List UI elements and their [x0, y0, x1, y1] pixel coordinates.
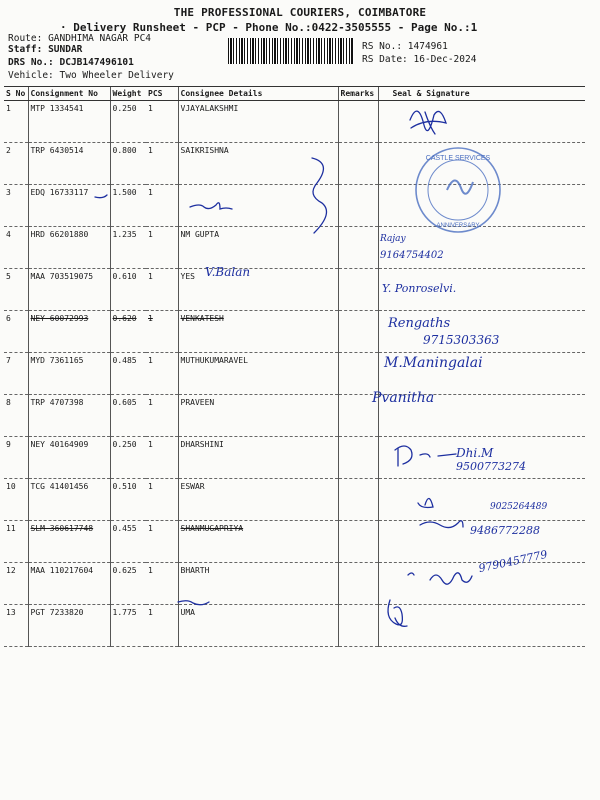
handwriting-row10-phone: 9500773274 — [456, 460, 526, 473]
cell-consignee: YES — [178, 269, 338, 311]
cell-weight: 0.455 — [110, 521, 146, 563]
cell-consignee: NM GUPTA — [178, 227, 338, 269]
cell-pcs: 1 — [146, 143, 178, 185]
runsheet-title-text: Delivery Runsheet - PCP - Phone No.:0422-3505555 - Page No.:1 — [73, 21, 478, 34]
handwriting-row5-name: Y. Ponroselvi. — [382, 282, 457, 295]
cell-consignment: MAA 110217604 — [28, 563, 110, 605]
signature-row1 — [410, 111, 446, 134]
cell-sno: 5 — [4, 269, 28, 311]
cell-consignee: UMA — [178, 605, 338, 647]
cell-sno: 12 — [4, 563, 28, 605]
cell-sno: 7 — [4, 353, 28, 395]
signature-row3-tick — [95, 195, 107, 198]
cell-weight: 0.250 — [110, 101, 146, 143]
cell-weight: 0.610 — [110, 269, 146, 311]
company-title: THE PROFESSIONAL COURIERS, COIMBATORE — [173, 6, 427, 19]
cell-consignee: SHANMUGAPRIYA — [178, 521, 338, 563]
cell-consignee: ESWAR — [178, 479, 338, 521]
handwriting-row7-name2: M.Maningalai — [384, 355, 483, 371]
cell-consignment: NEY 60072993 — [28, 311, 110, 353]
company-stamp — [416, 148, 500, 232]
cell-pcs: 1 — [146, 395, 178, 437]
cell-weight: 0.510 — [110, 479, 146, 521]
cell-pcs: 1 — [146, 479, 178, 521]
cell-consignment: PGT 7233820 — [28, 605, 110, 647]
cell-weight: 0.605 — [110, 395, 146, 437]
cell-pcs: 1 — [146, 563, 178, 605]
cell-pcs: 1 — [146, 605, 178, 647]
cell-pcs: 1 — [146, 521, 178, 563]
drs-value: DCJB147496101 — [59, 57, 134, 68]
cell-consignment: MAA 703519075 — [28, 269, 110, 311]
handwriting-row12-phone: 9790457779 — [477, 547, 549, 576]
cell-consignment: TRP 4707398 — [28, 395, 110, 437]
col-signature: Seal & Signature — [378, 87, 585, 101]
route-label: Route: — [8, 33, 43, 44]
col-weight: Weight — [110, 87, 146, 101]
cell-pcs: 1 — [146, 311, 178, 353]
cell-weight: 0.250 — [110, 437, 146, 479]
cell-weight: 1.775 — [110, 605, 146, 647]
signature-row12 — [408, 573, 472, 584]
cell-sno: 9 — [4, 437, 28, 479]
col-consignment: Consignment No — [28, 87, 110, 101]
cell-pcs: 1 — [146, 353, 178, 395]
cell-weight: 0.485 — [110, 353, 146, 395]
col-sno: S No — [4, 87, 28, 101]
col-consignee: Consignee Details — [178, 87, 338, 101]
cell-weight: 1.235 — [110, 227, 146, 269]
signature-row13-consignee — [178, 601, 209, 605]
cell-consignment: EDQ 16733117 — [28, 185, 110, 227]
cell-sno: 11 — [4, 521, 28, 563]
cell-consignment: MTP 1334541 — [28, 101, 110, 143]
cell-consignee: PRAVEEN — [178, 395, 338, 437]
runsheet-title: · Delivery Runsheet - PCP - Phone No.:0422-3505555 - Page No.:1 — [60, 21, 478, 34]
cell-pcs: 1 — [146, 269, 178, 311]
cell-sno: 3 — [4, 185, 28, 227]
rs-date-value: 16-Dec-2024 — [413, 54, 477, 65]
cell-consignment: TCG 41401456 — [28, 479, 110, 521]
cell-sno: 10 — [4, 479, 28, 521]
cell-pcs: 1 — [146, 185, 178, 227]
cell-sno: 8 — [4, 395, 28, 437]
col-pcs: PCS — [146, 87, 178, 101]
handwriting-row11-phone1: 9025264489 — [490, 502, 548, 512]
signature-row13 — [388, 600, 407, 626]
cell-weight: 0.625 — [110, 563, 146, 605]
cell-consignee: SAIKRISHNA — [178, 143, 338, 185]
cell-pcs: 1 — [146, 437, 178, 479]
signature-row11 — [418, 498, 463, 527]
cell-weight: 0.620 — [110, 311, 146, 353]
signature-row3-bracket — [312, 158, 327, 233]
rs-date-label: RS Date: — [362, 54, 408, 65]
cell-consignment: TRP 6430514 — [28, 143, 110, 185]
cell-sno: 13 — [4, 605, 28, 647]
drs-label: DRS No.: — [8, 57, 54, 68]
handwriting-row11-phone2: 9486772288 — [470, 524, 540, 537]
cell-sno: 4 — [4, 227, 28, 269]
cell-consignment: NEY 40164909 — [28, 437, 110, 479]
cell-consignee: MUTHUKUMARAVEL — [178, 353, 338, 395]
cell-consignee: BHARTH — [178, 563, 338, 605]
cell-weight: 0.800 — [110, 143, 146, 185]
handwriting-row8-name: Pvanitha — [372, 390, 435, 406]
vehicle-label: Vehicle: — [8, 70, 54, 81]
cell-consignee: VJAYALAKSHMI — [178, 101, 338, 143]
handwriting-row4-phone: 9164754402 — [380, 250, 444, 261]
cell-sno: 1 — [4, 101, 28, 143]
cell-consignment: SLM 360617748 — [28, 521, 110, 563]
cell-pcs: 1 — [146, 101, 178, 143]
handwriting-row4-name: Rajay — [380, 234, 406, 244]
rs-no-label: RS No.: — [362, 41, 403, 52]
rs-no-value: 1474961 — [407, 41, 448, 52]
col-remarks: Remarks — [338, 87, 378, 101]
stamp-text-bottom: ANNIVERSARY — [436, 223, 480, 229]
cell-consignment: MYD 7361165 — [28, 353, 110, 395]
cell-consignee: DHARSHINI — [178, 437, 338, 479]
signature-row3-consignee — [190, 203, 232, 209]
staff-label: Staff: — [8, 44, 43, 55]
stamp-text-top: CASTLE SERVICES — [425, 155, 491, 162]
staff-value: SUNDAR — [48, 44, 83, 55]
cell-consignee: VENKATESH — [178, 311, 338, 353]
cell-consignment: HRD 66201880 — [28, 227, 110, 269]
cell-weight: 1.500 — [110, 185, 146, 227]
cell-pcs: 1 — [146, 227, 178, 269]
vehicle-value: Two Wheeler Delivery — [59, 70, 174, 81]
handwriting-row7-name: Rengaths — [388, 316, 451, 331]
handwriting-row7-phone: 9715303363 — [423, 333, 500, 347]
handwriting-row10-name: Dhi.M — [456, 446, 494, 460]
cell-sno: 2 — [4, 143, 28, 185]
signature-row10 — [395, 446, 456, 466]
cell-sno: 6 — [4, 311, 28, 353]
handwriting-row5-sign: V.Balan — [205, 265, 251, 279]
route-value: GANDHIMA NAGAR PC4 — [48, 33, 152, 44]
